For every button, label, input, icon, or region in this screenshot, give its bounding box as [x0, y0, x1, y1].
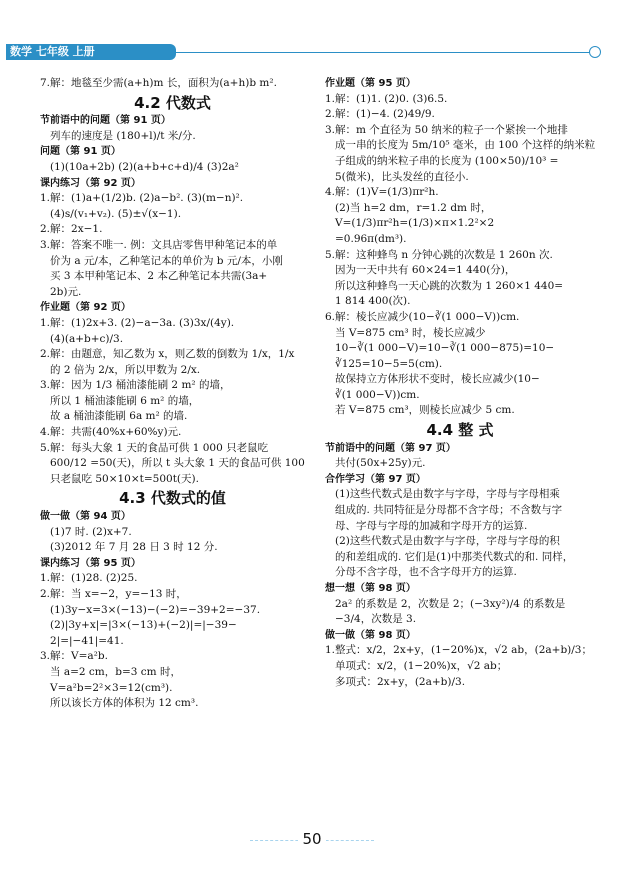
text-line: 只老鼠吃 50×10×t=500t(天).	[50, 472, 199, 485]
text-line: V=(1/3)πr²h=(1/3)×π×1.2²×2	[335, 217, 495, 230]
text-line: 2b)元.	[50, 285, 82, 298]
text-line: 故 a 桶油漆能刷 6a m² 的墙.	[50, 410, 188, 423]
text-line: (1)这些代数式是由数字与字母，字母与字母相乘	[335, 488, 560, 501]
text-line: 所以该长方体的体积为 12 cm³.	[50, 697, 199, 710]
section-title: 4.4 整 式	[426, 421, 494, 440]
text-line: (3)2012 年 7 月 28 日 3 时 12 分.	[50, 541, 218, 554]
text-line: 的 2 倍为 2/x，所以甲数为 2/x.	[50, 363, 201, 376]
text-line: ∛(1 000−V))cm.	[335, 388, 420, 401]
subsection-heading: 合作学习（第 97 页）	[325, 473, 426, 485]
text-line: 当 a=2 cm，b=3 cm 时，	[50, 665, 181, 678]
text-line: 2.解：2x−1.	[40, 223, 103, 236]
subsection-heading: 做一做（第 98 页）	[325, 629, 416, 641]
text-line: =0.96π(dm³).	[335, 232, 407, 245]
text-line: 2|=|−41|=41.	[50, 634, 124, 647]
text-line: 当 V=875 cm³ 时，棱长应减少	[335, 326, 486, 339]
text-line: 1.解：(1)2x+3. (2)−a−3a. (3)3x/(4y).	[40, 316, 235, 329]
text-line: 2.解：由题意，知乙数为 x，则乙数的倒数为 1/x，1/x	[40, 348, 295, 361]
text-line: 所以这种蜂鸟一天心跳的次数为 1 260×1 440=	[335, 279, 564, 292]
subsection-heading: 作业题（第 95 页）	[325, 78, 416, 89]
text-line: 2a² 的系数是 2，次数是 2；(−3xy²)/4 的系数是	[335, 597, 566, 610]
text-line: 价为 a 元/本，乙种笔记本的单价为 b 元/本，小刚	[50, 254, 283, 267]
text-line: 2.解：(1)−4. (2)49/9.	[325, 108, 435, 121]
text-line: 成一串的长度为 5m/10⁵ 毫米，由 100 个这样的纳米粒	[335, 139, 596, 152]
subsection-heading: 作业题（第 92 页）	[40, 302, 131, 314]
text-line: 7.解：地毯至少需(a+h)m 长，面积为(a+h)b m².	[40, 77, 277, 89]
text-line: 5.解：每头大象 1 天的食品可供 1 000 只老鼠吃	[40, 441, 269, 454]
text-line: 分母不含字母，也不含字母开方的运算.	[335, 566, 517, 579]
text-line: (2)当 h=2 dm，r=1.2 dm 时，	[335, 201, 492, 214]
header-rule	[176, 52, 590, 53]
subsection-heading: 课内练习（第 95 页）	[40, 557, 141, 569]
text-line: (1)3y−x=3×(−13)−(−2)=−39+2=−37.	[50, 603, 261, 616]
text-line: 3.解：V=a²b.	[40, 650, 108, 663]
text-line: 3.解：答案不唯一. 例：文具店零售甲种笔记本的单	[40, 238, 278, 251]
text-line: 600/12 =50(天)，所以 t 头大象 1 天的食品可供 100	[50, 457, 305, 470]
text-line: 3.解：m 个直径为 50 纳米的粒子一个紧挨一个地排	[325, 123, 568, 136]
text-line: 1 814 400(次).	[335, 295, 411, 308]
text-line: (4)(a+b+c)/3.	[50, 332, 124, 345]
text-line: ∛125=10−5=5(cm).	[335, 357, 443, 370]
text-line: 5(微米)，比头发丝的直径小.	[335, 170, 469, 183]
subsection-heading: 问题（第 91 页）	[40, 146, 121, 158]
text-line: 子组成的纳米粒子串的长度为 (100×50)/10³ =	[335, 154, 559, 167]
text-line: 共付(50x+25y)元.	[335, 457, 426, 470]
text-line: 多项式：2x+y，(2a+b)/3.	[335, 675, 466, 688]
header-circle-icon	[589, 46, 601, 58]
text-line: 列车的速度是 (180+l)/t 米/分.	[50, 129, 196, 142]
text-line: −3/4，次数是 3.	[335, 613, 417, 626]
text-line: 5.解：这种蜂鸟 n 分钟心跳的次数是 1 260n 次.	[325, 248, 553, 261]
left-column	[40, 76, 305, 712]
text-line: 1.解：(1)1. (2)0. (3)6.5.	[325, 92, 448, 105]
text-line: 1.整式：x/2，2x+y，(1−20%)x，√2 ab，(2a+b)/3；	[325, 644, 592, 657]
subsection-heading: 节前语中的问题（第 91 页）	[40, 115, 171, 127]
subsection-heading: 节前语中的问题（第 97 页）	[325, 442, 456, 454]
text-line: 1.解：(1)28. (2)25.	[40, 572, 138, 585]
text-line: 1.解：(1)a+(1/2)b. (2)a−b². (3)(m−n)².	[40, 192, 244, 205]
text-line: 6.解：棱长应减少(10−∛(1 000−V))cm.	[325, 310, 520, 323]
section-title: 4.2 代数式	[134, 93, 211, 112]
page-number: 50	[298, 830, 326, 848]
text-line: 3.解：因为 1/3 桶油漆能刷 2 m² 的墙，	[40, 379, 231, 392]
text-line: 买 3 本甲种笔记本、2 本乙种笔记本共需(3a+	[50, 270, 268, 283]
text-line: 的和差组成的. 它们是(1)中那类代数式的和. 同样，	[335, 550, 574, 563]
text-line: 10−∛(1 000−V)=10−∛(1 000−875)=10−	[335, 342, 555, 355]
page-header	[0, 0, 624, 70]
text-line: 若 V=875 cm³，则棱长应减少 5 cm.	[335, 404, 515, 417]
section-title: 4.3 代数式的值	[119, 489, 226, 508]
text-line: 因为一天中共有 60×24=1 440(分)，	[335, 264, 516, 277]
text-line: (1)(10a+2b) (2)(a+b+c+d)/4 (3)2a²	[50, 160, 239, 173]
subsection-heading: 做一做（第 94 页）	[40, 511, 131, 523]
text-line: (2)这些代数式是由数字与字母，字母与字母的积	[335, 535, 560, 548]
text-line: 所以 1 桶油漆能刷 6 m² 的墙，	[50, 394, 200, 407]
text-line: 4.解：共需(40%x+60%y)元.	[40, 426, 182, 439]
right-column	[325, 76, 595, 690]
text-line: (4)s/(v₁+v₂). (5)±√(x−1).	[50, 207, 182, 220]
text-line: 单项式：x/2，(1−20%)x，√2 ab；	[335, 659, 508, 672]
text-line: (2)|3y+x|=|3×(−13)+(−2)|=|−39−	[50, 619, 237, 632]
text-line: 故保持立方体形状不变时，棱长应减少(10−	[335, 373, 540, 386]
header-title: 数学 七年级 上册	[10, 45, 95, 58]
text-line: 组成的. 共同特征是分母都不含字母；不含数与字	[335, 504, 563, 517]
subsection-heading: 课内练习（第 92 页）	[40, 177, 141, 189]
text-line: 2.解：当 x=−2，y=−13 时，	[40, 588, 187, 600]
text-line: 4.解：(1)V=(1/3)πr²h.	[325, 186, 439, 199]
text-line: (1)7 时. (2)x+7.	[50, 525, 132, 538]
text-line: 母、字母与字母的加减和字母开方的运算.	[335, 519, 528, 532]
page-footer	[0, 828, 624, 858]
subsection-heading: 想一想（第 98 页）	[325, 583, 416, 594]
text-line: V=a²b=2²×3=12(cm³).	[50, 681, 173, 694]
